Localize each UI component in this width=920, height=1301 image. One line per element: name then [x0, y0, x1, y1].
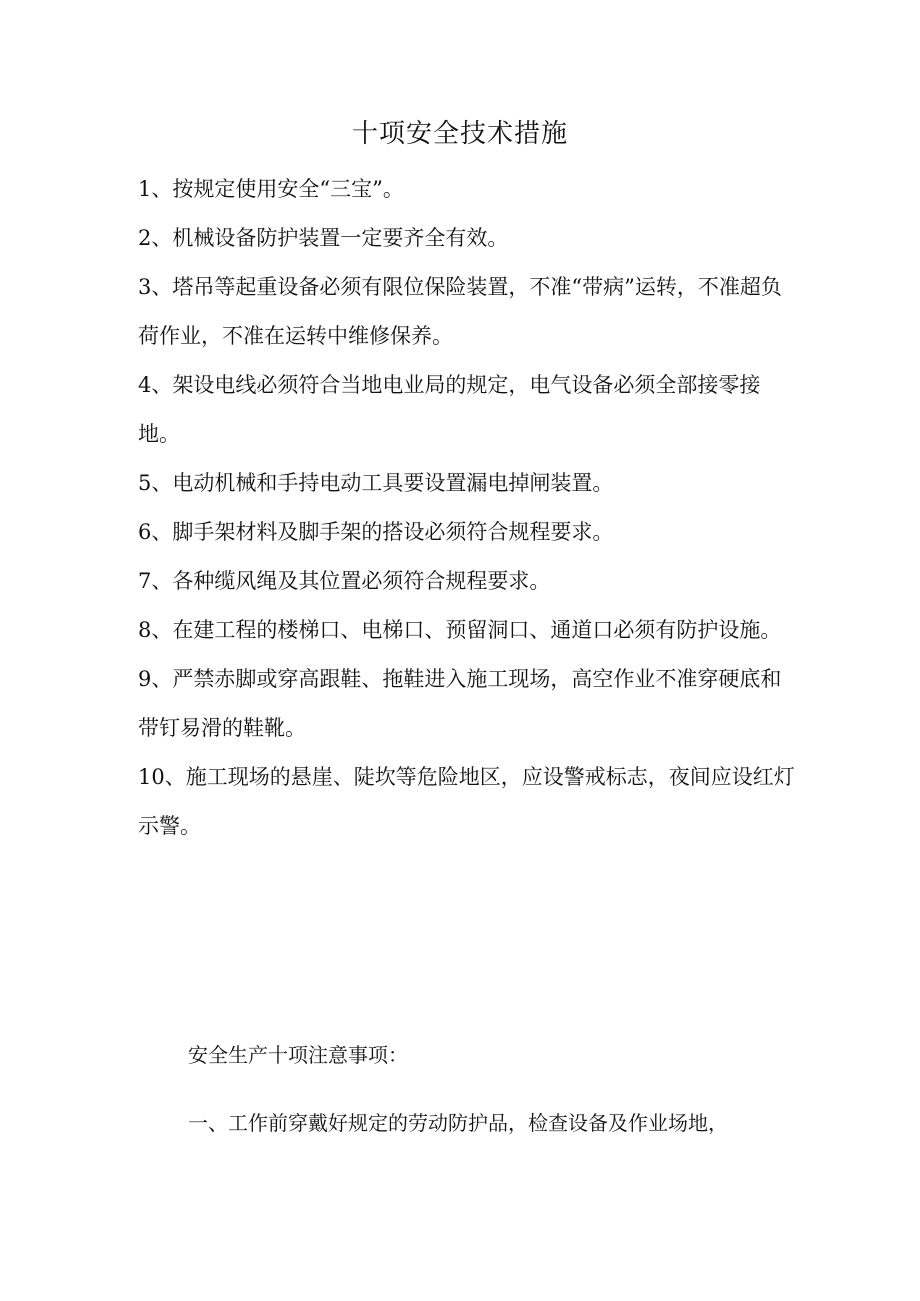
measure-item-7: 7、各种缆风绳及其位置必须符合规程要求。: [138, 569, 551, 593]
measure-item-2: 2、机械设备防护装置一定要齐全有效。: [138, 226, 509, 250]
notes-section: [188, 1039, 798, 1139]
document-title: 十项安全技术措施: [351, 119, 568, 149]
measure-item-4: 4、架设电线必须符合当地电业局的规定，电气设备必须全部接零接地。: [138, 373, 761, 446]
measures-list: [138, 165, 798, 851]
measure-item-3: 3、塔吊等起重设备必须有限位保险装置，不准“带病”运转，不准超负荷作业，不准在运转中维修保养。: [138, 275, 782, 348]
notes-item-1: 一、工作前穿戴好规定的劳动防护品，检查设备及作业场地，: [188, 1111, 728, 1135]
notes-heading: 安全生产十项注意事项：: [188, 1043, 408, 1067]
measure-item-1: 1、按规定使用安全“三宝”。: [138, 177, 404, 201]
measure-item-6: 6、脚手架材料及脚手架的搭设必须符合规程要求。: [138, 520, 614, 544]
measure-item-9: 9、严禁赤脚或穿高跟鞋、拖鞋进入施工现场，高空作业不准穿硬底和带钉易滑的鞋靴。: [138, 667, 782, 740]
measure-item-8: 8、在建工程的楼梯口、电梯口、预留洞口、通道口必须有防护设施。: [138, 618, 782, 642]
measure-item-10: 10、施工现场的悬崖、陡坎等危险地区，应设警戒标志，夜间应设红灯示警。: [138, 765, 795, 838]
measure-item-5: 5、电动机械和手持电动工具要设置漏电掉闸装置。: [138, 471, 614, 495]
